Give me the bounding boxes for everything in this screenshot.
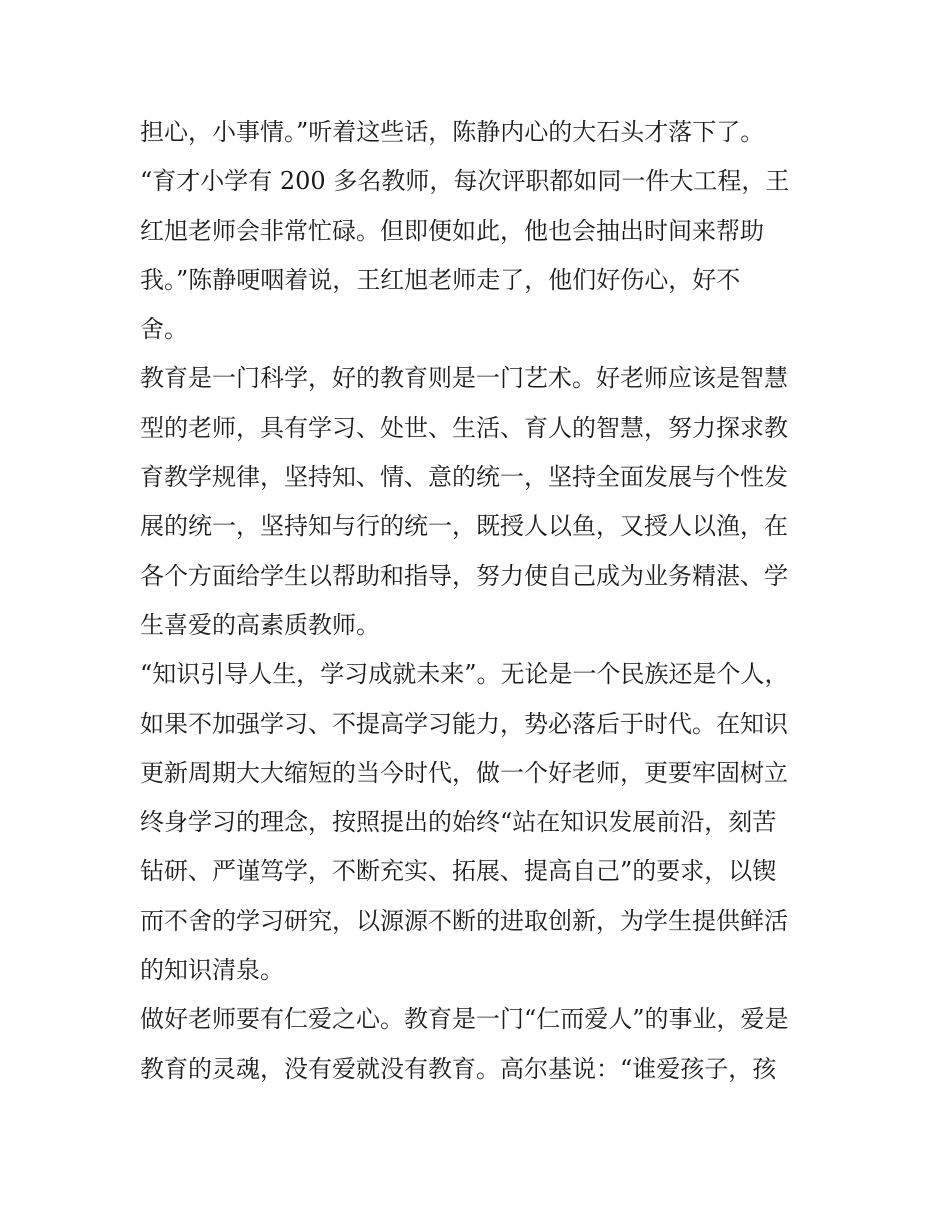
text-line: 型的老师，具有学习、处世、生活、育人的智慧，努力探求教 — [140, 413, 788, 442]
text-line: 育教学规律，坚持知、情、意的统一，坚持全面发展与个性发 — [140, 463, 788, 492]
text-line: 的知识清泉。 — [140, 956, 284, 985]
text-line: “育才小学有 200 多名教师，每次评职都如同一件大工程，王 — [140, 167, 790, 196]
text-line: 如果不加强学习、不提高学习能力，势必落后于时代。在知识 — [140, 709, 788, 738]
text-line: 更新周期大大缩短的当今时代，做一个好老师，更要牢固树立 — [140, 758, 788, 787]
paragraph — [140, 995, 820, 1094]
text-line: 各个方面给学生以帮助和指导，努力使自己成为业务精湛、学 — [140, 561, 788, 590]
paragraph — [140, 650, 820, 995]
document-body — [140, 108, 820, 1094]
text-line: 教育的灵魂，没有爱就没有教育。高尔基说：“谁爱孩子，孩 — [140, 1054, 777, 1083]
paragraph — [140, 108, 820, 157]
paragraph — [140, 157, 820, 354]
text-line: 终身学习的理念，按照提出的始终“站在知识发展前沿，刻苦 — [140, 808, 777, 837]
text-line: 担心，小事情。”听着这些话，陈静内心的大石头才落下了。 — [140, 118, 765, 146]
text-line: 生喜爱的高素质教师。 — [140, 610, 380, 639]
text-line: 而不舍的学习研究，以源源不断的进取创新，为学生提供鲜活 — [140, 906, 788, 935]
text-line: 舍。 — [140, 315, 188, 344]
text-line: 展的统一，坚持知与行的统一，既授人以鱼，又授人以渔，在 — [140, 512, 788, 541]
paragraph — [140, 354, 820, 650]
text-line: 做好老师要有仁爱之心。教育是一门“仁而爱人”的事业，爱是 — [140, 1005, 789, 1034]
text-line: 红旭老师会非常忙碌。但即便如此，他也会抽出时间来帮助 — [140, 216, 764, 245]
text-line: “知识引导人生，学习成就未来”。无论是一个民族还是个人， — [140, 660, 789, 689]
text-line: 教育是一门科学，好的教育则是一门艺术。好老师应该是智慧 — [140, 364, 788, 393]
text-line: 我。”陈静哽咽着说，王红旭老师走了，他们好伤心，好不 — [140, 265, 741, 294]
text-line: 钻研、严谨笃学，不断充实、拓展、提高自己”的要求，以锲 — [140, 857, 777, 886]
